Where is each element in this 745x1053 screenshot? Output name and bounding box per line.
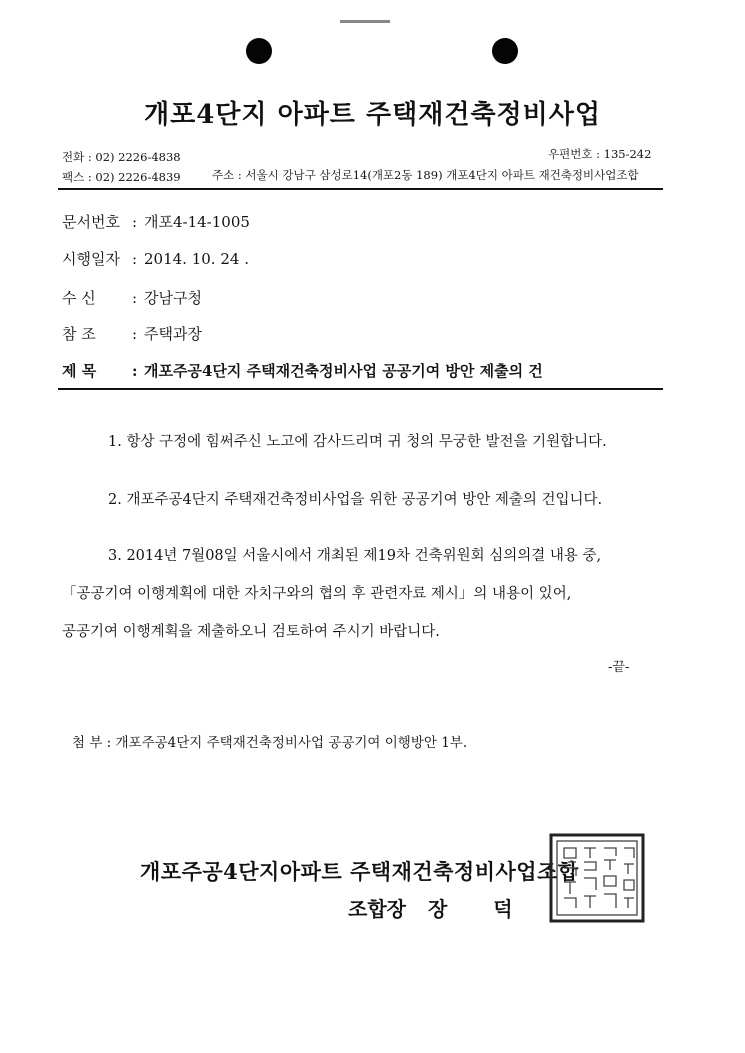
- official-seal-stamp: [548, 832, 646, 924]
- meta-label: 시행일자: [62, 250, 120, 268]
- punch-hole-left: [246, 38, 272, 64]
- meta-separator: :: [132, 362, 138, 380]
- top-mark: [340, 20, 390, 23]
- meta-value: 주택과장: [144, 325, 202, 343]
- meta-subject: [62, 360, 543, 381]
- meta-label: 제 목: [62, 362, 97, 380]
- body-paragraph-3: 3. 2014년 7월08일 서울시에서 개최된 제19차 건축위원회 심의의결 내용 중,: [108, 548, 602, 564]
- meta-date: [62, 248, 249, 269]
- header-address: 주소 : 서울시 강남구 삼성로14(개포2동 189) 개포4단지 아파트 재건축정비사업조합: [212, 168, 639, 182]
- meta-recipient: [62, 287, 202, 308]
- document-title: 개포4단지 아파트 주택재건축정비사업: [143, 100, 602, 130]
- subject-divider: [58, 388, 663, 390]
- body-paragraph-2: 2. 개포주공4단지 주택재건축정비사업을 위한 공공기여 방안 제출의 건입니다.: [108, 492, 603, 508]
- meta-separator: :: [132, 325, 138, 343]
- body-paragraph-1: 1. 항상 구정에 힘써주신 노고에 감사드리며 귀 청의 무궁한 발전을 기원합니다.: [108, 434, 607, 450]
- body-paragraph-3-end: 공공기여 이행계획을 제출하오니 검토하여 주시기 바랍니다.: [62, 624, 440, 640]
- meta-label: 문서번호: [62, 213, 120, 231]
- meta-label: 참 조: [62, 325, 96, 343]
- meta-doc-number: [62, 211, 250, 232]
- meta-label: 수 신: [62, 289, 96, 307]
- header-phone: 전화 : 02) 2226-4838: [62, 150, 181, 164]
- meta-value: 강남구청: [144, 289, 202, 307]
- meta-separator: :: [132, 250, 138, 268]
- signature-name-last: 덕: [493, 897, 513, 921]
- header-divider: [58, 188, 663, 190]
- end-mark: -끝-: [608, 660, 630, 675]
- attachment-line: 첨 부 : 개포주공4단지 주택재건축정비사업 공공기여 이행방안 1부.: [72, 735, 468, 751]
- header-fax: 팩스 : 02) 2226-4839: [62, 170, 181, 184]
- meta-reference: [62, 323, 202, 344]
- meta-value: 개포4-14-1005: [144, 213, 250, 231]
- header-postal-code: 우편번호 : 135-242: [548, 147, 652, 161]
- meta-separator: :: [132, 213, 138, 231]
- signature-title: 조합장: [348, 897, 406, 921]
- meta-value: 개포주공4단지 주택재건축정비사업 공공기여 방안 제출의 건: [144, 362, 543, 380]
- signature-name-first: 장: [427, 897, 448, 921]
- meta-value: 2014. 10. 24 .: [144, 250, 249, 268]
- signature-name: [348, 893, 513, 922]
- meta-separator: :: [132, 289, 138, 307]
- punch-hole-right: [492, 38, 518, 64]
- signature-organization: 개포주공4단지아파트 주택재건축정비사업조합: [140, 859, 579, 884]
- body-paragraph-3-cont: 「공공기여 이행계획에 대한 자치구와의 협의 후 관련자료 제시」의 내용이 있어,: [62, 586, 572, 602]
